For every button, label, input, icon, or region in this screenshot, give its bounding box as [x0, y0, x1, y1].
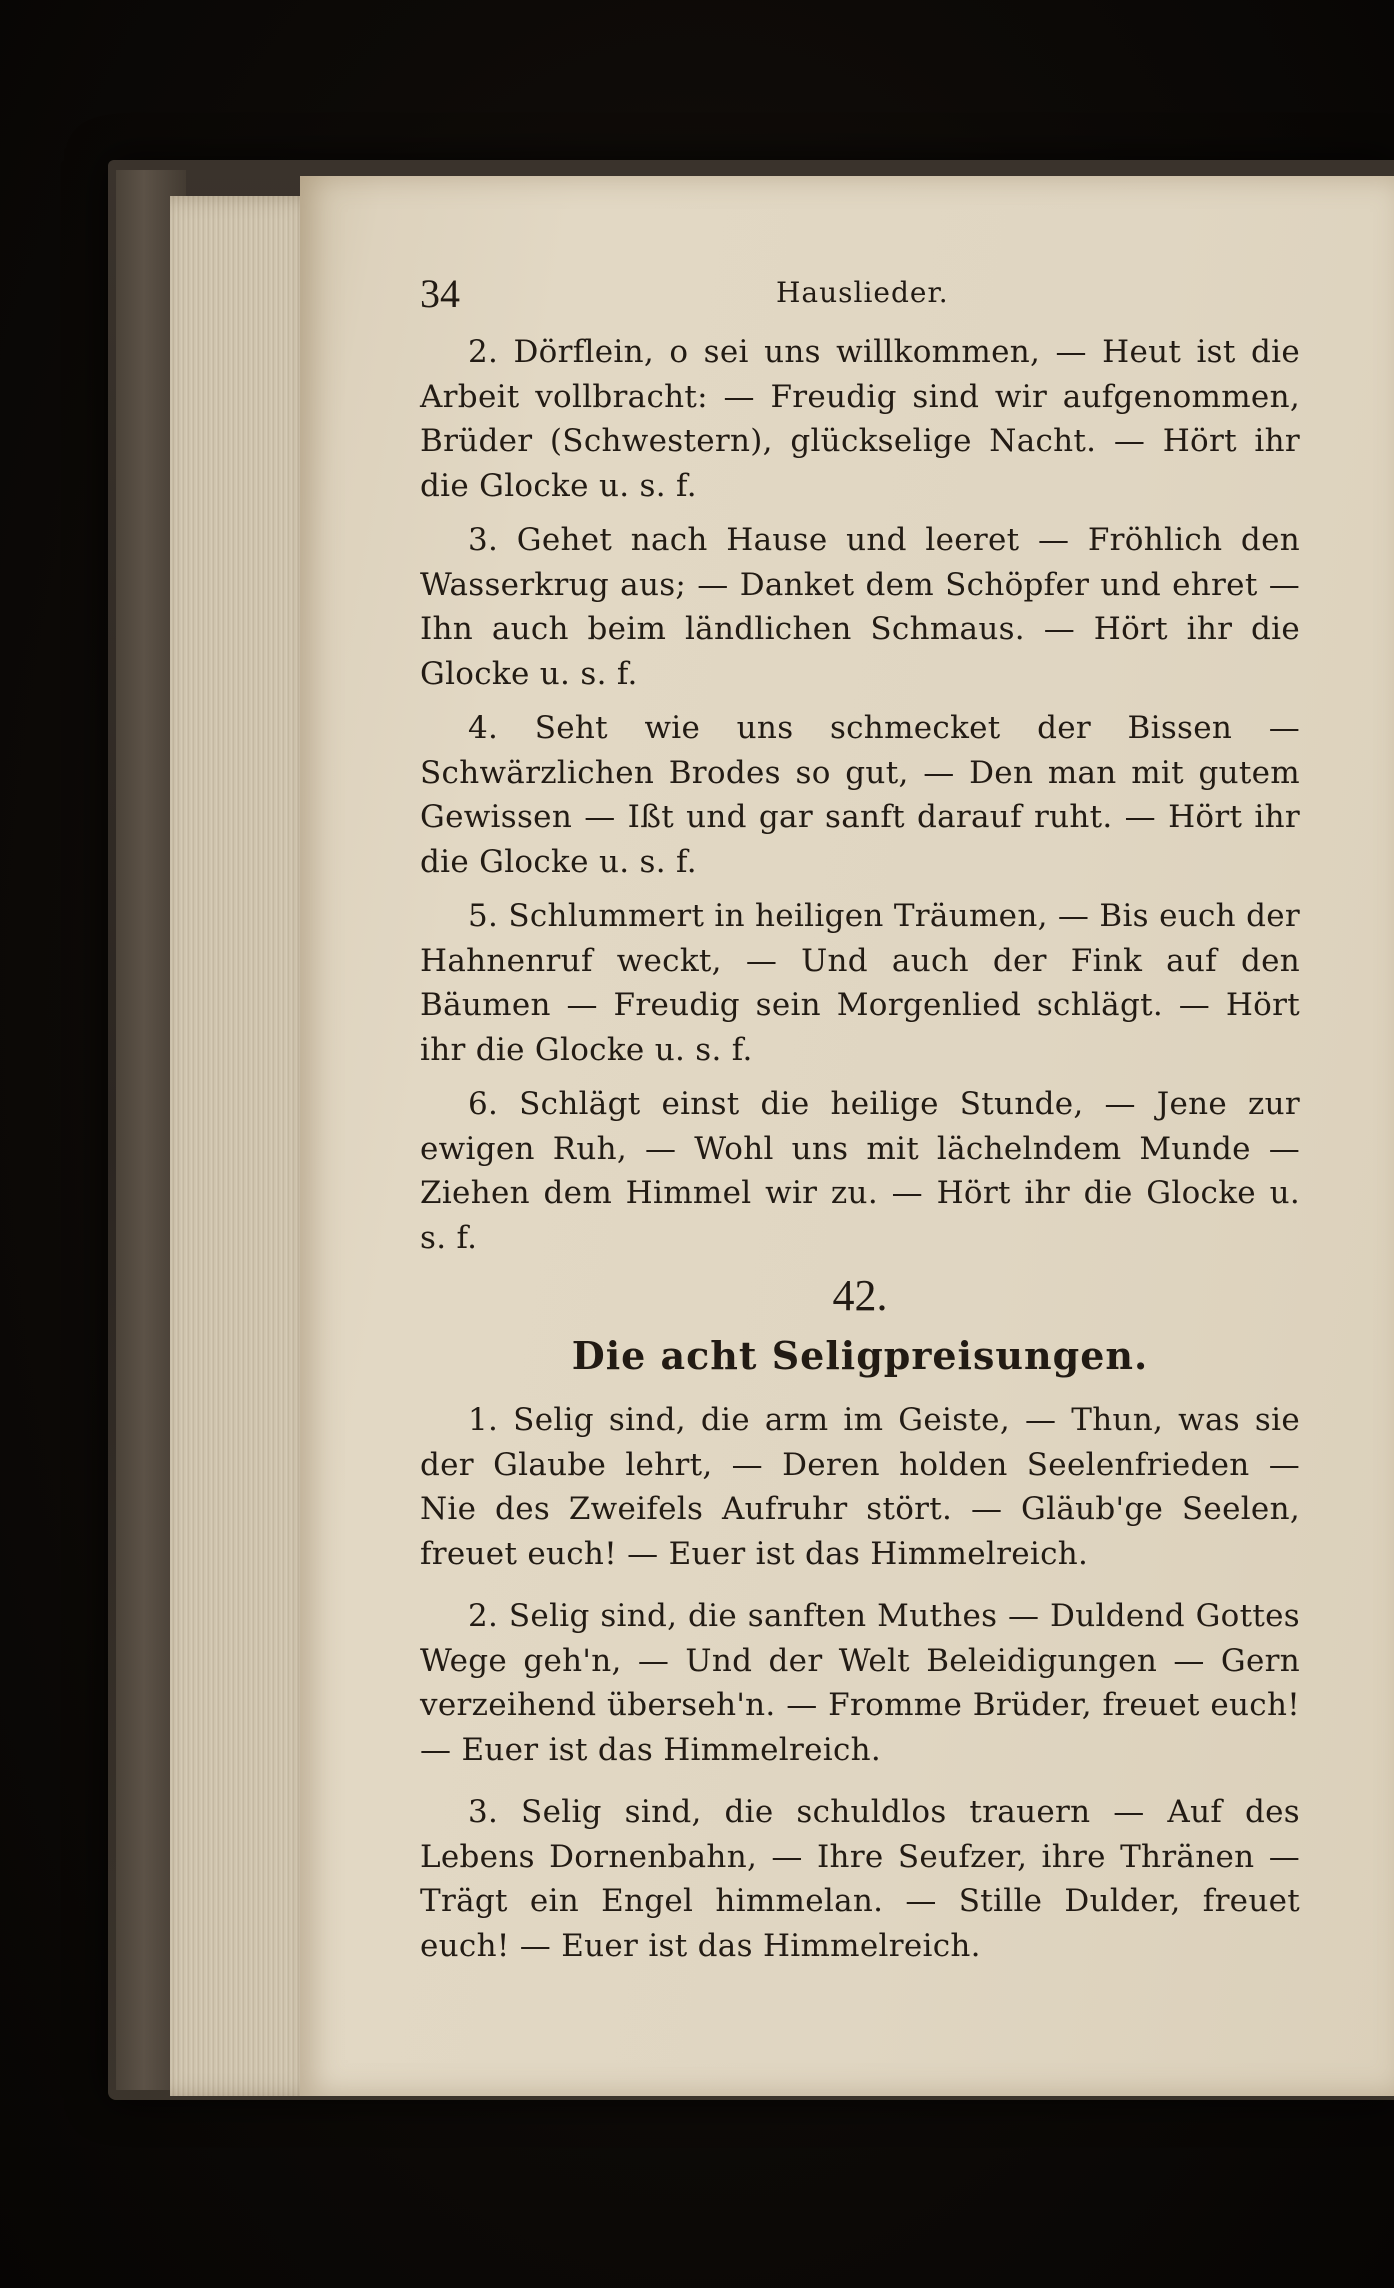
stanza-2: 2. Dörflein, o sei uns willkommen, — Heut ist die Arbeit vollbracht: — Freudig sind wir aufgenommen, Brüder (Schwestern), glückselige Nacht. — Hört ihr die Glocke u. s. f. [420, 334, 1300, 504]
stanza-1: 1. Selig sind, die arm im Geiste, — Thun, was sie der Glaube lehrt, — Deren holden Seelenfrieden — Nie des Zweifels Aufruhr stört. — Gläub'ge Seelen, freuet euch! — Euer ist das Himmelreich. [420, 1402, 1300, 1572]
running-title: Hauslieder. [776, 276, 949, 309]
hymn-41-stanzas [420, 330, 1300, 1260]
page-number: 34 [420, 271, 460, 316]
hymn-number: 42. [832, 1271, 888, 1320]
page-edges [170, 196, 320, 2096]
stanza-3: 3. Selig sind, die schuldlos trauern — Auf des Lebens Dornenbahn, — Ihre Seufzer, ihre Thränen — Trägt ein Engel himmelan. — Stille Dulder, freuet euch! — Euer ist das Himmelreich. [420, 1794, 1300, 1964]
page-text [420, 270, 1300, 1986]
hymn-42-stanzas [420, 1398, 1300, 1968]
running-head [420, 270, 1300, 330]
stanza-6: 6. Schlägt einst die heilige Stunde, — Jene zur ewigen Ruh, — Wohl uns mit lächelndem Munde — Ziehen dem Himmel wir zu. — Hört ihr die Glocke u. s. f. [420, 1086, 1300, 1256]
stanza-2: 2. Selig sind, die sanften Muthes — Duldend Gottes Wege geh'n, — Und der Welt Beleidigungen — Gern verzeihend überseh'n. — Fromme Brüder, freuet euch! — Euer ist das Himmelreich. [420, 1598, 1300, 1768]
stanza-5: 5. Schlummert in heiligen Träumen, — Bis euch der Hahnenruf weckt, — Und auch der Fink auf den Bäumen — Freudig sein Morgenlied schlägt. — Hört ihr die Glocke u. s. f. [420, 898, 1300, 1068]
stanza-4: 4. Seht wie uns schmecket der Bissen — Schwärzlichen Brodes so gut, — Den man mit gutem Gewissen — Ißt und gar sanft darauf ruht. — Hört ihr die Glocke u. s. f. [420, 710, 1300, 880]
hymn-title: Die acht Seligpreisungen. [571, 1333, 1149, 1378]
stanza-3: 3. Gehet nach Hause und leeret — Fröhlich den Wasserkrug aus; — Danket dem Schöpfer und ehret — Ihn auch beim ländlichen Schmaus. — Hört ihr die Glocke u. s. f. [420, 522, 1300, 692]
